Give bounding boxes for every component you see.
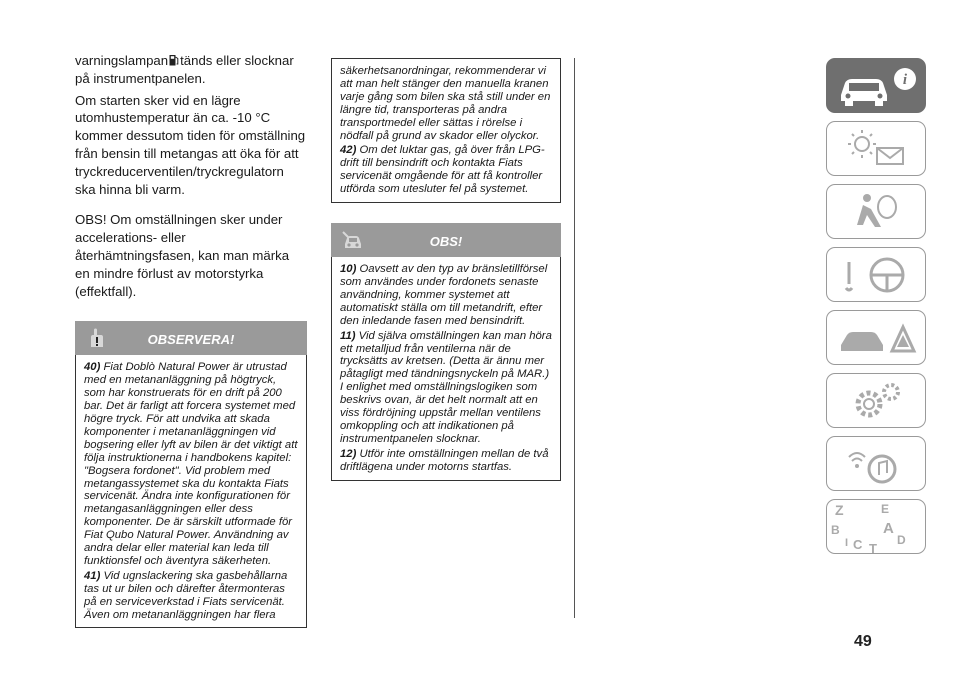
paragraph-2: Om starten sker vid en lägre utomhustemperatur än ca. -10 °C kommer dessutom tiden för omställning från bensin till metangas att öka för att tryckreducerventilen/tryckregulatorn ska hinna bli varm.: [75, 92, 306, 197]
index-letter: B: [831, 523, 840, 537]
warning-title: OBSERVERA!: [147, 332, 235, 348]
chapter-tabs: [826, 58, 928, 562]
index-letter: D: [897, 533, 906, 547]
warning-box: [75, 321, 307, 628]
emergency-icon: [827, 311, 927, 366]
continued-box: [331, 58, 561, 203]
warning-text: [75, 355, 307, 628]
left-column: [75, 52, 307, 628]
svg-text:i: i: [902, 72, 908, 88]
index-letters-icon: [827, 500, 927, 555]
warning-banner: [76, 321, 306, 355]
steering-wheel-icon: [827, 248, 927, 303]
obs-banner: [331, 223, 561, 257]
column-divider: [574, 58, 575, 618]
tab-maintenance[interactable]: [826, 373, 926, 428]
tab-car-info[interactable]: [826, 58, 926, 113]
note-10: 10) Oavsett av den typ av bränsletillförsel som användes under fordonets senaste användning, kommer systemet att automatiskt ställa om till metandrift, efter den inledande fasen med bensindrift.: [340, 263, 548, 327]
obs-title: OBS!: [429, 234, 463, 250]
index-letter: T: [869, 541, 877, 555]
note-40: 40) Fiat Doblò Natural Power är utrustad med en metananläggning på högtryck, som har konstruerats för en drift på 200 bar. Det är farligt att forcera systemet med högre tryck. För att undvika att skada komponenter i metananläggningen vid bogsering eller lyft av bilen är det viktigt att följa instruktionerna i handbokens kapitel: "Bogsera fordonet". Vid problem med metangassystemet ska du kontakta Fiats servicenät. Ändra inte konfigurationen för metangasanläggningen eller dess komponenter. De är särskilt utformade för Fiat Qubo Natural Power. Användning av andra delar eller material kan leda till funktionsfel och äventyra säkerheten.: [84, 361, 298, 567]
fuel-pump-icon: [169, 54, 179, 66]
continued-lead: säkerhetsanordningar, rekommenderar vi att man helt stänger den manuella kranen varje gång som bilen ska stå still under en längre tid, transporteras på andra transportmedel eller sättas i rörelse i nödfall på grund av skador eller olyckor.: [340, 65, 551, 142]
tab-multimedia[interactable]: [826, 436, 926, 491]
paragraph-1: varningslampan tänds eller slocknar på instrumentpanelen.: [75, 53, 294, 86]
page-number: 49: [854, 633, 872, 650]
tab-starting-driving[interactable]: [826, 247, 926, 302]
note-42: 42) Om det luktar gas, gå över från LPG-drift till bensindrift och kontakta Fiats servicenät omgående för att få kontroller utförda som utesluter fel på systemet.: [340, 144, 545, 196]
warning-lights-icon: [827, 122, 927, 177]
index-letter: I: [845, 537, 849, 549]
note-12: 12) Utför inte omställningen mellan de två driftlägena under motorns startfas.: [340, 447, 549, 473]
note-41: 41) Vid ugnslackering ska gasbehållarna tas ut ur bilen och därefter återmonteras på en serviceverkstad i Fiats servicenät. Även om metananläggningen har flera: [84, 569, 288, 621]
obs-box: [331, 223, 561, 481]
tab-index[interactable]: [826, 499, 926, 554]
index-letter: Z: [835, 502, 844, 518]
tab-emergency[interactable]: [826, 310, 926, 365]
index-letter: C: [853, 537, 863, 552]
multimedia-icon: [827, 437, 927, 492]
index-letter: E: [881, 502, 890, 516]
tab-safety[interactable]: [826, 184, 926, 239]
airbag-icon: [827, 185, 927, 240]
middle-column: [331, 58, 561, 481]
index-letter: A: [883, 520, 894, 537]
note-11: 11) Vid själva omställningen kan man höra ett metalljud från ventilerna när de trycksätts av kretsen. (Detta är ännu mer påtagligt med tändningsnyckeln på MAR.) I enlighet med omställningslogiken som beskrivs ovan, är det helt normalt att en viss fördröjning uppstår mellan ventilens omkoppling och att indikationen på instrumentpanelen slocknar.: [340, 329, 552, 445]
tab-warning-lights[interactable]: [826, 121, 926, 176]
paragraph-3: OBS! Om omställningen sker under accelerations- eller återhämtningsfasen, kan man märka en mindre förlust av motorstyrka (effektfall).: [75, 212, 290, 299]
gears-icon: [827, 374, 927, 429]
car-info-icon: [827, 59, 927, 114]
obs-text: [331, 257, 561, 481]
